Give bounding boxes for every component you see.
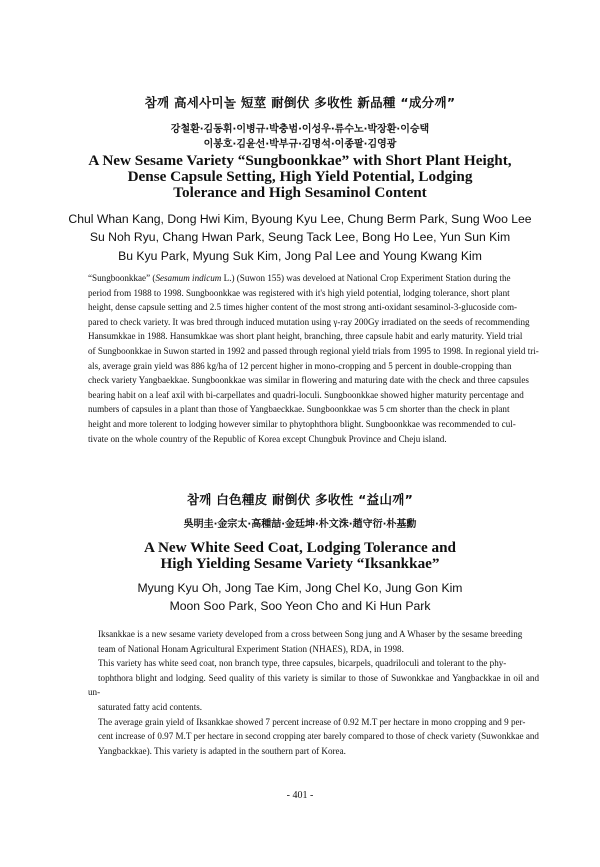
- abstract-line: height, dense capsule setting and 2.5 times higher content of the most strong anti-oxidant sesaminol-3-glucoside com-: [88, 302, 518, 313]
- abstract-first-line-rest: L.) (Suwon 155) was develoed at National Crop Experiment Station during the: [221, 273, 511, 283]
- article1-english-title: [0, 153, 600, 201]
- english-authors-line: Moon Soo Park, Soo Yeon Cho and Ki Hun Park: [169, 599, 431, 614]
- article2-korean-title: 참깨 白色種皮 耐倒伏 多收性 “益山깨”: [186, 492, 414, 507]
- abstract-paragraph: [88, 627, 539, 656]
- korean-authors-line: 강철환·김동휘·이병규·박충범·이성우·류수노·박장환·이승택: [170, 124, 430, 135]
- article1-korean-authors: [0, 122, 600, 152]
- abstract-line: team of National Honam Agricultural Experiment Station (NHAES), RDA, in 1998.: [98, 643, 404, 654]
- abstract-line: numbers of capsules in a plant than those of Yangbaeckkae. Sungboonkkae was 5 cm shorter than the check in plant: [88, 404, 510, 415]
- english-title-line: Dense Capsule Setting, High Yield Potential, Lodging: [127, 168, 473, 185]
- abstract-line: The average grain yield of Iksankkae showed 7 percent increase of 0.92 M.T per hectare in mono cropping and 9 per-: [98, 716, 526, 727]
- article1-korean-title: 참깨 高세사미놀 短莖 耐倒伏 多收性 新品種 “成分깨”: [144, 95, 456, 110]
- page-number: - 401 -: [286, 790, 314, 801]
- abstract-paragraph: [88, 715, 539, 759]
- abstract-line: check variety Yangbaekkae. Sungboonkkae was similar in flowering and maturing date with the check and three capsules: [88, 375, 529, 386]
- abstract-line: height and more tolerent to lodging however similar to phytophthora blight. Sungboonkkae was recommended to cul-: [88, 418, 516, 429]
- english-title-line: A New Sesame Variety “Sungboonkkae” with Short Plant Height,: [88, 152, 512, 169]
- english-title-line: Tolerance and High Sesaminol Content: [173, 184, 427, 201]
- article1-abstract: [88, 271, 539, 446]
- english-authors-line: Su Noh Ryu, Chang Hwan Park, Seung Tack Lee, Bong Ho Lee, Yun Sun Kim: [89, 230, 511, 245]
- abstract-line: period from 1988 to 1998. Sungboonkkae was registered with it's high yield potential, lodging tolerance, short plant: [88, 287, 510, 298]
- abstract-paragraph: [88, 656, 539, 714]
- english-authors-line: Bu Kyu Park, Myung Suk Kim, Jong Pal Lee and Young Kwang Kim: [118, 248, 482, 263]
- abstract-line: cent increase of 0.97 M.T per hectare in second cropping ater barely compared to those of check variety (Suwonkkae and: [98, 731, 539, 742]
- species-name: Sesamum indicum: [155, 273, 222, 283]
- abstract-line: Yangbackkae). This variety is adapted in the southern part of Korea.: [98, 745, 346, 756]
- english-title-line: A New White Seed Coat, Lodging Tolerance and: [144, 539, 456, 556]
- article1-english-authors: [0, 210, 600, 265]
- english-authors-line: Chul Whan Kang, Dong Hwi Kim, Byoung Kyu Lee, Chung Berm Park, Sung Woo Lee: [68, 212, 532, 226]
- abstract-line: Iksankkae is a new sesame variety developed from a cross between Song jung and A Whaser by the sesame breeding: [98, 629, 523, 639]
- korean-authors-line: 이봉호·김윤선·박부규·김명석·이종팔·김영광: [203, 139, 397, 150]
- abstract-line: This variety has white seed coat, non branch type, three capsules, bicarpels, quadriloculi and tolerant to the phy-: [98, 658, 507, 669]
- article2-korean-authors: 吳明圭·金宗太·高種喆·金廷坤·朴文洙·趙守衍·朴基勳: [183, 519, 417, 530]
- article2-english-title: [0, 540, 600, 572]
- abstract-line: tivate on the whole country of the Republic of Korea except Chungbuk Province and Cheju island.: [88, 433, 447, 444]
- abstract-paragraph: [88, 271, 539, 446]
- abstract-line: tophthora blight and lodging. Seed quality of this variety is similar to those of Suwonkkae and Yangbackkae in oil and un-: [88, 672, 539, 698]
- article2-abstract: [88, 627, 539, 758]
- english-title-line: High Yielding Sesame Variety “Iksankkae”: [160, 555, 440, 572]
- abstract-line: [88, 271, 539, 286]
- article2-english-authors: [0, 579, 600, 616]
- abstract-line: bearing habit on a leaf axil with bi-carpellates and quadri-loculi. Sungboonkkae showed higher maturity percentage and: [88, 389, 524, 400]
- english-authors-line: Myung Kyu Oh, Jong Tae Kim, Jong Chel Ko, Jung Gon Kim: [137, 581, 463, 595]
- abstract-line: of Sungboonkkae in Suwon started in 1992 and passed through regional yield trials from 1995 to 1998. In regional yield tri-: [88, 345, 539, 356]
- abstract-lead: “Sungboonkkae” (: [88, 273, 156, 283]
- abstract-line: saturated fatty acid contents.: [98, 701, 203, 712]
- abstract-line: Hansumkkae in 1988. Hansumkkae was short plant height, branching, three capsule habit and early maturity. Yield trial: [88, 331, 523, 342]
- abstract-line: pared to check variety. It was bred through induced mutation using γ-ray 200Gy irradiated on the seeds of recommending: [88, 316, 530, 327]
- abstract-line: als, average grain yield was 886 kg/ha of 12 percent higher in mono-cropping and 5 percent in double-cropping than: [88, 360, 512, 371]
